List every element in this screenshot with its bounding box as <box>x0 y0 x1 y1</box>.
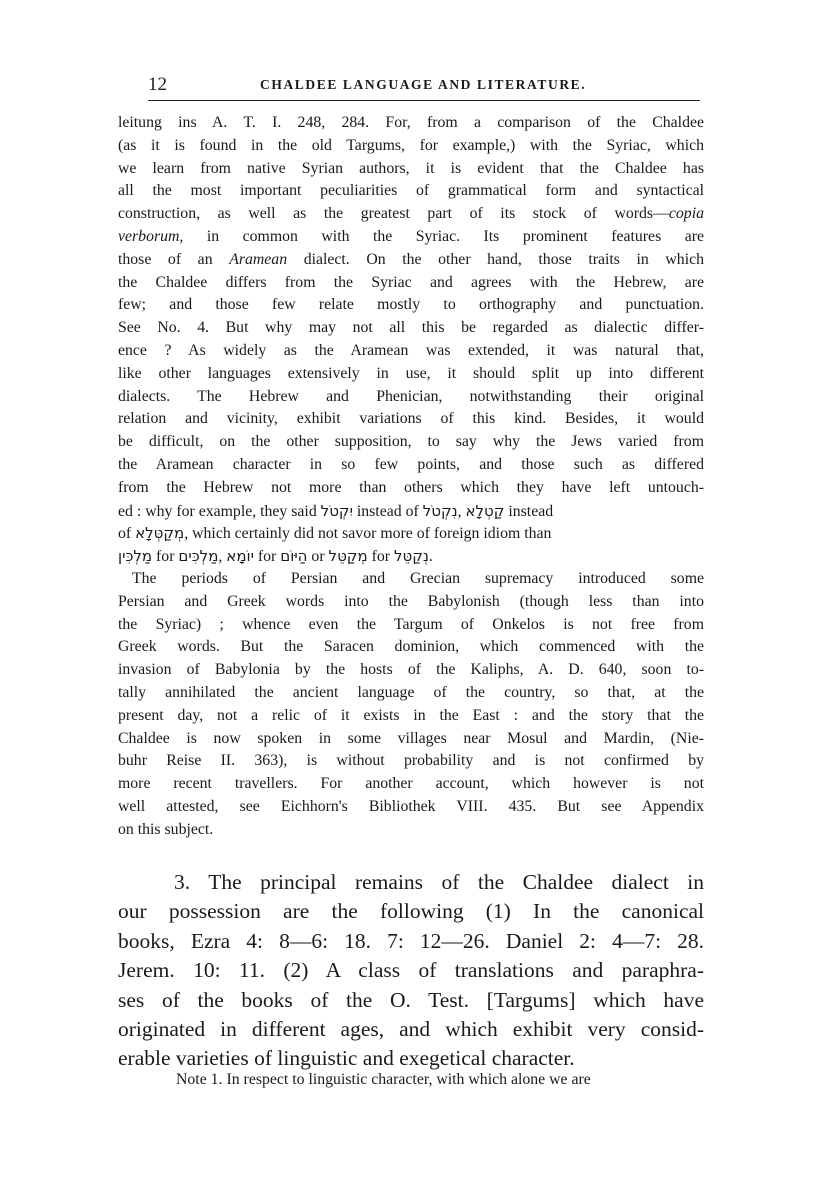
text-line: leitung ins A. T. I. 248, 284. For, from a comparison of the Chaldee <box>118 114 704 131</box>
hebrew-word: מְקַטְּלָא <box>135 524 185 543</box>
text-segment: , <box>457 502 466 520</box>
text-line: invasion of Babylonia by the hosts of the Kaliphs, A. D. 640, soon to- <box>118 661 704 679</box>
text-line <box>118 226 704 249</box>
text-line: ses of the books of the O. Test. [Targums] which have <box>118 987 704 1012</box>
hebrew-word: מַלְכִּין <box>118 547 153 566</box>
hebrew-word: יִקְטֹל <box>320 501 353 520</box>
text-line <box>118 522 704 545</box>
text-segment: in common with the Syriac. Its prominent features are <box>183 227 704 245</box>
text-line: Chaldee is now spoken in some villages near Mosul and Mardin, (Nie- <box>118 729 704 747</box>
text-line: dialects. The Hebrew and Phenician, notwithstanding their original <box>118 387 704 405</box>
hebrew-word: מַלְכִּים <box>178 547 219 566</box>
text-line <box>118 500 704 523</box>
text-line: like other languages extensively in use, it should split up into different <box>118 364 704 382</box>
text-line: originated in different ages, and which exhibit very consid- <box>118 1016 704 1041</box>
text-line <box>118 249 704 272</box>
text-segment: ed : why for example, they said <box>118 502 321 520</box>
note-line: Note 1. In respect to linguistic character, with which alone we are <box>176 1071 591 1088</box>
text-line: The periods of Persian and Grecian supremacy introduced some <box>132 569 704 587</box>
text-line: the Syriac) ; whence even the Targum of Onkelos is not free from <box>118 615 704 633</box>
text-line: present day, not a relic of it exists in the East : and the story that the <box>118 706 704 724</box>
text-line: Persian and Greek words into the Babylonish (though less than into <box>118 592 704 610</box>
running-head: CHALDEE LANGUAGE AND LITERATURE. <box>260 77 587 92</box>
text-segment: . <box>428 548 433 566</box>
text-segment: for <box>253 548 281 566</box>
text-segment: dialect. On the other hand, those traits in which <box>287 250 704 268</box>
text-line: Greek words. But the Saracen dominion, which commenced with the <box>118 638 704 656</box>
italic-segment: verborum, <box>118 227 184 245</box>
text-line: buhr Reise II. 363), is without probability and is not confirmed by <box>118 752 704 770</box>
text-line: the Chaldee differs from the Syriac and agrees with the Hebrew, are <box>118 273 704 291</box>
text-line: the Aramean character in so few points, and those such as differed <box>118 455 704 473</box>
text-segment: instead <box>504 502 554 520</box>
text-segment: those of an <box>118 250 230 268</box>
text-segment: construction, as well as the greatest part of its stock of words— <box>118 205 669 223</box>
italic-segment: copia <box>668 205 704 223</box>
italic-segment: Aramean <box>229 250 288 268</box>
page-number: 12 <box>148 74 167 95</box>
text-line: See No. 4. But why may not all this be regarded as dialectic differ- <box>118 319 704 337</box>
text-line: we learn from native Syrian authors, it is evident that the Chaldee has <box>118 159 704 177</box>
hebrew-word: קַטְלָא <box>465 501 505 520</box>
text-line: more recent travellers. For another account, which however is not <box>118 775 704 793</box>
text-segment: instead of <box>352 502 423 520</box>
text-segment: of <box>118 525 136 543</box>
text-line: ence ? As widely as the Aramean was extended, it was natural that, <box>118 341 704 359</box>
text-line: relation and vicinity, exhibit variations of this kind. Besides, it would <box>118 410 704 428</box>
text-line <box>118 545 704 568</box>
text-line: all the most important peculiarities of grammatical form and syntactical <box>118 182 704 200</box>
text-segment: for <box>152 548 179 566</box>
text-line: 3. The principal remains of the Chaldee dialect in <box>174 870 704 894</box>
page-header <box>148 70 700 101</box>
text-line: Jerem. 10: 11. (2) A class of translations and paraphra- <box>118 958 704 983</box>
text-line: on this subject. <box>118 820 214 838</box>
hebrew-word: נְקַטֵּל <box>393 547 429 566</box>
text-segment: , which certainly did not savor more of foreign idiom than <box>184 525 552 543</box>
text-line: well attested, see Eichhorn's Bibliothek VIII. 435. But see Appendix <box>118 797 704 815</box>
text-segment: , <box>218 548 227 566</box>
text-line: erable varieties of linguistic and exegetical character. <box>118 1046 575 1071</box>
text-line: tally annihilated the ancient language of the country, so that, at the <box>118 683 704 701</box>
text-line: few; and those few relate mostly to orthography and punctuation. <box>118 296 704 314</box>
text-line: books, Ezra 4: 8—6: 18. 7: 12—26. Daniel 2: 4—7: 28. <box>118 928 704 953</box>
text-segment: for <box>367 548 394 566</box>
text-segment: or <box>307 548 329 566</box>
paragraph-large <box>118 868 704 1074</box>
text-line: (as it is found in the old Targums, for example,) with the Syriac, which <box>118 136 704 154</box>
hebrew-word: הַיּוֹם <box>280 547 308 566</box>
text-line: from the Hebrew not more than others which they have left untouch- <box>118 478 704 496</box>
hebrew-word: מְקַטֵּל <box>328 547 368 566</box>
text-line: be difficult, on the other supposition, to say why the Jews varied from <box>118 433 704 451</box>
text-line <box>118 203 704 226</box>
paragraph-small <box>118 112 704 842</box>
hebrew-word: נִקְטֹל <box>422 501 458 520</box>
text-line: our possession are the following (1) In the canonical <box>118 899 704 924</box>
hebrew-word: יוֹמָא <box>226 547 254 566</box>
